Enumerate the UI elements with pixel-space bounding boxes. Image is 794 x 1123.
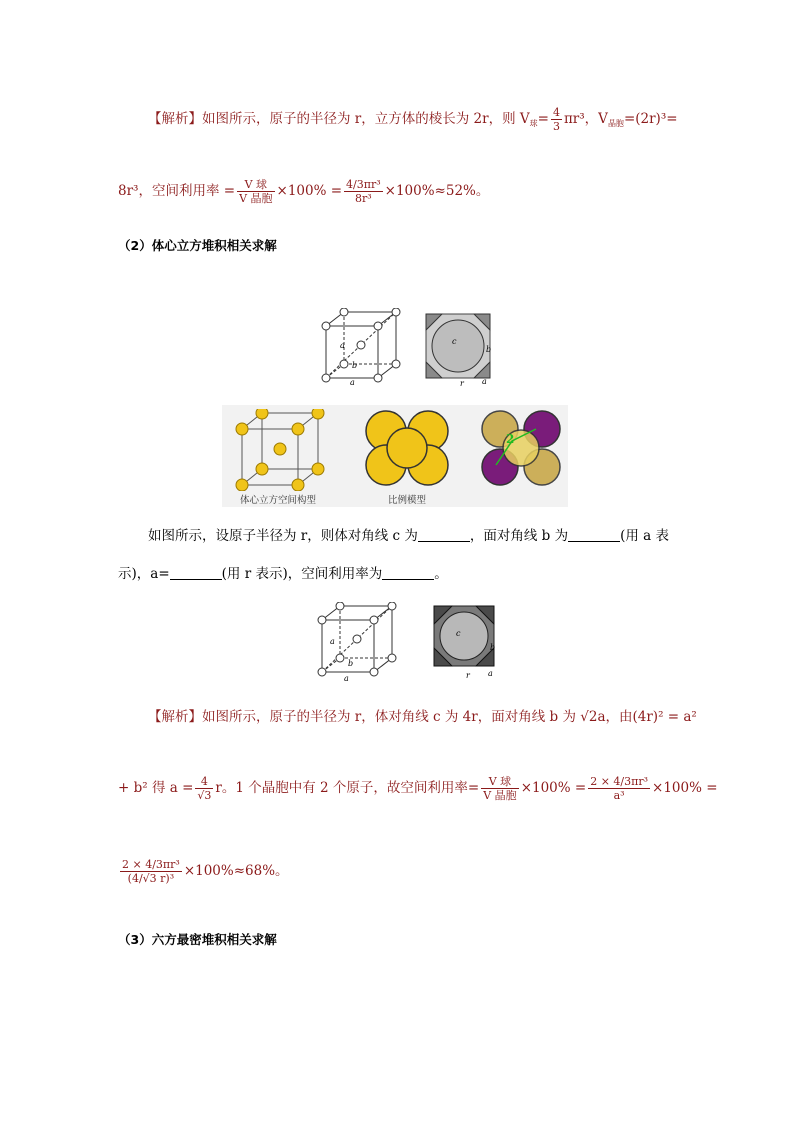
bcc-sphere-model-2 [428,600,506,682]
caption-ratio-model: 比例模型 [388,495,427,506]
label-a: a [340,341,345,350]
text: ×100% = [652,780,718,796]
text: (用 r 表示)，空间利用率为 [221,566,383,582]
numerator: 4/3πr³ [346,178,381,191]
label-c: c [452,337,457,346]
tag-2: 2 [506,432,515,446]
analysis-line-1 [148,106,678,133]
text: 8r³，空间利用率 = [118,183,236,199]
question-line-1 [148,527,669,545]
analysis-line-4 [118,775,718,802]
text: ，面对角线 b 为 [469,528,569,544]
label-c: c [456,629,461,638]
text: 如图所示，原子的半径为 r，体对角线 c 为 4r，面对角线 b 为 [202,709,576,725]
denominator: √3 [197,789,212,802]
bcc-space-model [232,409,332,491]
denominator: 3 [552,120,560,133]
analysis-label: 【解析】 [148,111,202,127]
denominator: 8r³ [355,192,372,205]
text: ，由(4r)² = a² [605,709,697,725]
label-r: r [460,379,464,388]
text: πr³，V [563,111,608,127]
text: ×100%≈68%。 [183,863,289,879]
label-b: b [352,361,358,370]
analysis-line-3 [148,708,697,726]
bcc-ratio-model [362,407,452,487]
numerator: 4 [552,106,560,119]
label-r: r [466,671,470,680]
text: 如图所示，原子的半径为 r，立方体的棱长为 2r，则 V [202,111,530,127]
bcc-model-panel [222,405,568,507]
text: 示)，a= [118,566,170,582]
bcc-cube-diagram-1 [318,308,408,386]
numerator: 2 × 4/3πr³ [590,775,649,788]
denominator: a³ [613,789,625,802]
bcc-sphere-model-1 [420,308,500,388]
blank-utilization[interactable] [382,567,434,580]
section-heading-3: （3）六方最密堆积相关求解 [118,932,277,947]
text: + b² 得 a = [118,780,194,796]
label-b: b [486,345,492,354]
blank-a[interactable] [170,567,222,580]
fraction [195,775,213,802]
text: ×100% = [520,780,587,796]
subscript: 晶胞 [607,119,624,128]
blank-b[interactable] [568,529,620,542]
bcc-cube-diagram-2 [314,602,404,682]
numerator: 4 [195,775,213,789]
fraction [120,858,182,885]
section-heading-2: （2）体心立方堆积相关求解 [118,238,277,253]
label-b: b [490,643,496,652]
fraction [344,178,383,205]
analysis-label: 【解析】 [148,709,202,725]
question-line-2 [118,565,448,583]
denominator: V 晶胞 [239,192,273,205]
text: ×100%≈52%。 [384,183,490,199]
fraction [237,178,274,205]
label-a-bottom: a [350,378,355,386]
label-a: a [488,669,493,678]
text: ×100% = [276,183,343,199]
label-a: a [330,637,335,646]
subscript: 球 [529,119,538,128]
text: 。 [434,566,448,582]
denominator: V 晶胞 [483,789,517,802]
fraction [588,775,650,802]
sqrt-expr: √2a [580,709,606,725]
blank-c[interactable] [418,529,470,542]
numerator: 2 × 4/3πr³ [122,858,180,871]
fraction [481,775,518,802]
label-a: a [482,377,487,386]
denominator: (4/√3 r)³ [127,872,175,885]
text: =(2r)³= [623,111,678,127]
caption-space-model: 体心立方空间构型 [240,495,317,506]
fraction [551,106,562,133]
numerator: V 球 [237,178,274,192]
bcc-diagonal-model [476,407,566,487]
analysis-line-5 [118,858,289,885]
equals: = [537,111,549,127]
numerator: V 球 [481,775,518,789]
text: 如图所示，设原子半径为 r，则体对角线 c 为 [148,528,418,544]
analysis-line-2 [118,178,489,205]
text: r。1 个晶胞中有 2 个原子，故空间利用率= [215,780,480,796]
label-b: b [348,659,354,668]
label-a-bottom: a [344,674,349,682]
text: (用 a 表 [620,528,670,544]
